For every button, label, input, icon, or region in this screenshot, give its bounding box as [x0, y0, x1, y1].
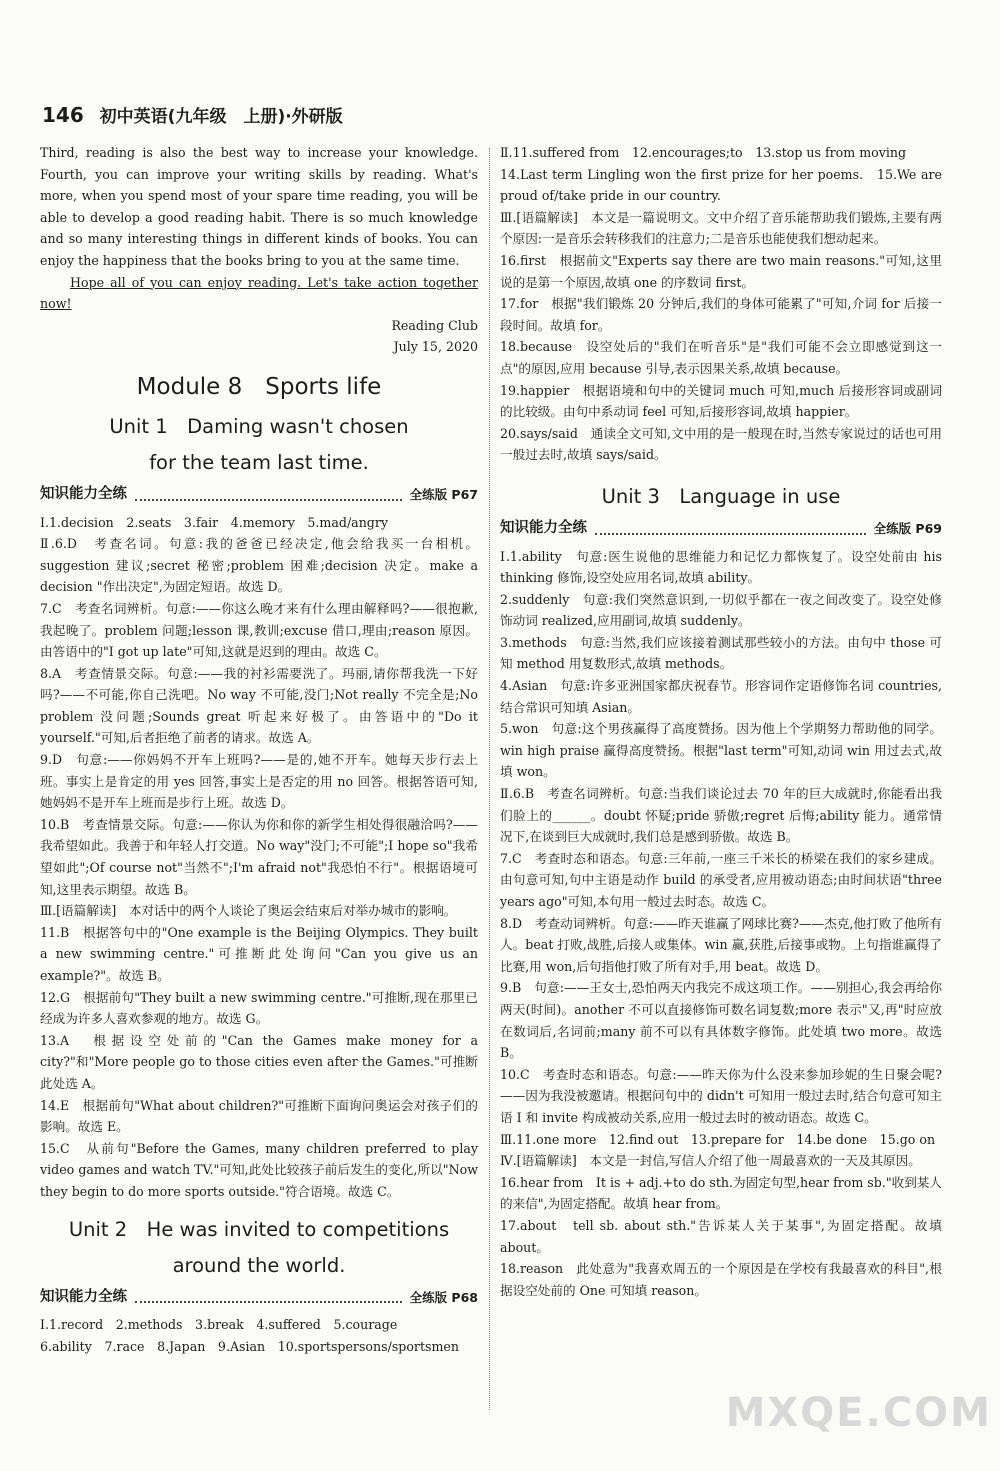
- letter-date: July 15, 2020: [393, 339, 478, 355]
- unit1-title-line2: for the team last time.: [149, 450, 369, 474]
- answer-item: 14.Last term Lingling won the first prize for her poems. 15.We are proud of/take pride in our country.: [500, 166, 942, 204]
- answer-item: 3.methods 句意:当然,我们应该接着测试那些较小的方法。由句中 those 可知 method 用复数形式,故填 methods。: [500, 634, 942, 672]
- answer-item: 8.D 考查动词辨析。句意:——昨天谁赢了网球比赛?——杰克,他打败了他所有人。beat 打败,战胜,后接人或集体。win 赢,获胜,后接事或物。上句指谁赢得了比赛,用 won,后句指他打败了所有对手,用 beat。故选 D。: [500, 915, 942, 974]
- page-header: [42, 102, 343, 130]
- column-divider: [489, 148, 490, 1410]
- answer-item: Ⅱ.6.B 考查名词辨析。句意:当我们谈论过去 70 年的巨大成就时,你能看出我们脸上的______。doubt 怀疑;pride 骄傲;regret 后悔;ability 能力。通常情况下,在谈到巨大成就时,我们总是感到骄傲。故选 B。: [500, 786, 942, 845]
- answer-item: 17.about tell sb. about sth."告诉某人关于某事",为固定搭配。故填 about。: [500, 1217, 942, 1255]
- section-page-ref: 全练版 P68: [409, 1289, 478, 1305]
- unit2-title-line1: Unit 2 He was invited to competitions: [68, 1217, 450, 1241]
- answer-item: Ⅰ.1.ability 句意:医生说他的思维能力和记忆力都恢复了。设空处前由 his thinking 修饰,设空处应用名词,故填 ability。: [500, 548, 942, 586]
- answer-item: Ⅰ.1.record 2.methods 3.break 4.suffered 5.courage: [40, 1317, 398, 1333]
- answer-item: 19.happier 根据语境和句中的关键词 much 可知,much 后接形容词或副词的比较级。由句中系动词 feel 可知,后接形容词,故填 happier。: [500, 382, 942, 420]
- section-heading: [40, 484, 478, 506]
- answer-item: 15.C 从前句"Before the Games, many children preferred to play video games and watch TV."可知,此处比较孩子前后发生的变化,所以"Now they begin to do more sports outside."符合语境。故选 C。: [40, 1140, 478, 1199]
- section-page-ref: 全练版 P69: [873, 520, 942, 536]
- letter-closing: Hope all of you can enjoy reading. Let's take action together now!: [40, 274, 478, 312]
- unit1-title-line1: Unit 1 Daming wasn't chosen: [109, 414, 409, 438]
- leader-dots: [135, 1291, 402, 1303]
- answer-item: Ⅰ.1.decision 2.seats 3.fair 4.memory 5.mad/angry: [40, 514, 389, 530]
- letter-paragraph: Third, reading is also the best way to increase your knowledge. Fourth, you can improve your writing skills by reading. What's more, when you spend most of your spare time reading, you will be able to develop a good reading habit. There is so much knowledge and so many interesting things in different kinds of books. You can enjoy the happiness that the books bring to you at the same time.: [40, 145, 478, 268]
- answer-item: Ⅲ.[语篇解读] 本对话中的两个人谈论了奥运会结束后对举办城市的影响。: [40, 903, 457, 919]
- answer-item: 7.C 考查名词辨析。句意:——你这么晚才来有什么理由解释吗?——很抱歉,我起晚了。problem 问题;lesson 课,教训;excuse 借口,理由;reason 原因。由答语中的"I got up late"可知,这就是迟到的理由。故选 C。: [40, 600, 478, 660]
- section-heading: [40, 1287, 478, 1309]
- answer-item: 20.says/said 通读全文可知,文中用的是一般现在时,当然专家说过的话也可用一般过去时,故填 says/said。: [500, 425, 942, 463]
- answer-item: 9.D 句意:——你妈妈不开车上班吗?——是的,她不开车。她每天步行去上班。事实上是肯定的用 yes 回答,事实上是否定的用 no 回答。根据答语可知,她妈妈不是开车上班而是步行上班。故选 D。: [40, 752, 478, 811]
- answer-item: 7.C 考查时态和语态。句意:三年前,一座三千米长的桥梁在我们的家乡建成。由句意可知,句中主语是动作 build 的承受者,应用被动语态;由时间状语"three years ago"可知,本句用一般过去时态。故选 C。: [500, 850, 942, 909]
- unit3-title: Unit 3 Language in use: [601, 484, 841, 508]
- answer-item: 18.because 设空处后的"我们在听音乐"是"我们可能不会立即感觉到这一点"的原因,应用 because 引导,表示因果关系,故填 because。: [500, 339, 942, 376]
- answer-item: 5.won 句意:这个男孩赢得了高度赞扬。因为他上个学期努力帮助他的同学。win high praise 赢得高度赞扬。根据"last term"可知,动词 win 用过去式,故填 won。: [500, 721, 942, 780]
- answer-item: 18.reason 此处意为"我喜欢周五的一个原因是在学校有我最喜欢的科目",根据设空处前的 One 可知填 reason。: [500, 1261, 942, 1298]
- answer-item: 13.A 根据设空处前的"Can the Games make money for a city?"和"More people go to those cities even after the Games."可推断此处选 A。: [40, 1032, 478, 1091]
- answer-item: 2.suddenly 句意:我们突然意识到,一切似乎都在一夜之间改变了。设空处修饰动词 realized,应用副词,故填 suddenly。: [500, 591, 942, 629]
- right-column: [500, 142, 942, 1301]
- answer-item: 16.hear from It is + adj.+to do sth.为固定句型,hear from sb."收到某人的来信",为固定搭配。故填 hear from。: [500, 1174, 942, 1212]
- answer-item: 10.B 考查情景交际。句意:——你认为你和你的新学生相处得很融洽吗?——我希望如此。我善于和年轻人打交道。No way"没门;不可能";I hope so"我希望如此";Of course not"当然不";I'm afraid not"我恐怕不行"。根据语境可知,这里表示期望。故选 B。: [40, 816, 478, 897]
- answer-item: 8.A 考查情景交际。句意:——我的衬衫需要洗了。玛丽,请你帮我洗一下好吗?——不可能,你自己洗吧。No way 不可能,没门;Not really 不完全是;No problem 没问题;Sounds great 听起来好极了。由答语中的"Do it yourself."可知,后者拒绝了前者的请求。故选 A。: [40, 665, 478, 746]
- answer-item: Ⅲ.[语篇解读] 本文是一篇说明文。文中介绍了音乐能帮助我们锻炼,主要有两个原因:一是音乐会转移我们的注意力;二是音乐也能使我们想动起来。: [500, 209, 942, 247]
- answer-item: 12.G 根据前句"They built a new swimming centre."可推断,现在那里已经成为许多人喜欢参观的地方。故选 G。: [40, 989, 478, 1027]
- answer-item: 17.for 根据"我们锻炼 20 分钟后,我们的身体可能累了"可知,介词 for 后接一段时间。故填 for。: [500, 296, 942, 333]
- leader-dots: [595, 523, 866, 535]
- book-title: 初中英语(九年级 上册)·外研版: [99, 107, 343, 127]
- answer-item: 16.first 根据前文"Experts say there are two main reasons."可知,这里说的是第一个原因,故填 one 的序数词 first。: [500, 252, 942, 290]
- section-title: 知识能力全练: [40, 1288, 127, 1305]
- section-title: 知识能力全练: [40, 485, 127, 502]
- letter-signature: Reading Club: [391, 317, 478, 333]
- answer-item: 14.E 根据前句"What about children?"可推断下面询问奥运会对孩子们的影响。故选 E。: [40, 1097, 478, 1135]
- left-column: [40, 142, 478, 1357]
- answer-item: Ⅳ.[语篇解读] 本文是一封信,写信人介绍了他一周最喜欢的一天及其原因。: [500, 1153, 921, 1169]
- answer-item: 4.Asian 句意:许多亚洲国家都庆祝春节。形容词作定语修饰名词 countries,结合常识可知填 Asian。: [500, 678, 942, 715]
- answer-item: Ⅱ.6.D 考查名词。句意:我的爸爸已经决定,他会给我买一台相机。suggestion 建议;secret 秘密;problem 困难;decision 决定。make a decision "作出决定",为固定短语。故选 D。: [40, 536, 478, 595]
- leader-dots: [135, 489, 402, 501]
- page-number: 146: [42, 103, 84, 127]
- section-heading: [500, 518, 942, 540]
- watermark: MXQE.COM: [725, 1390, 992, 1436]
- answer-item: Ⅱ.11.suffered from 12.encourages;to 13.stop us from moving: [500, 145, 907, 160]
- answer-item: Ⅲ.11.one more 12.find out 13.prepare for 14.be done 15.go on: [500, 1131, 936, 1147]
- module-title: Module 8 Sports life: [136, 373, 382, 400]
- section-title: 知识能力全练: [500, 519, 587, 536]
- unit2-title-line2: around the world.: [172, 1253, 346, 1277]
- section-page-ref: 全练版 P67: [409, 486, 478, 502]
- answer-item: 10.C 考查时态和语态。句意:——昨天你为什么没来参加珍妮的生日聚会呢?——因为我没被邀请。根据问句中的 didn't 可知用一般过去时,结合句意可知主语 I 和 invite 构成被动关系,应用一般过去时的被动语态。故选 C。: [500, 1066, 942, 1125]
- answer-item: 9.B 句意:——王女士,恐怕两天内我完不成这项工作。——别担心,我会再给你两天(时间)。another 不可以直接修饰可数名词复数;more 表示"又,再"时应放在数词后,名词前;many 前不可以有具体数字修饰。此处填 two more。故选 B。: [500, 980, 942, 1061]
- answer-item: 11.B 根据答句中的"One example is the Beijing Olympics. They built a new swimming centre."可推断此处询问"Can you give us an example?"。故选 B。: [40, 924, 478, 983]
- answer-item: 6.ability 7.race 8.Japan 9.Asian 10.sportspersons/sportsmen: [40, 1338, 459, 1354]
